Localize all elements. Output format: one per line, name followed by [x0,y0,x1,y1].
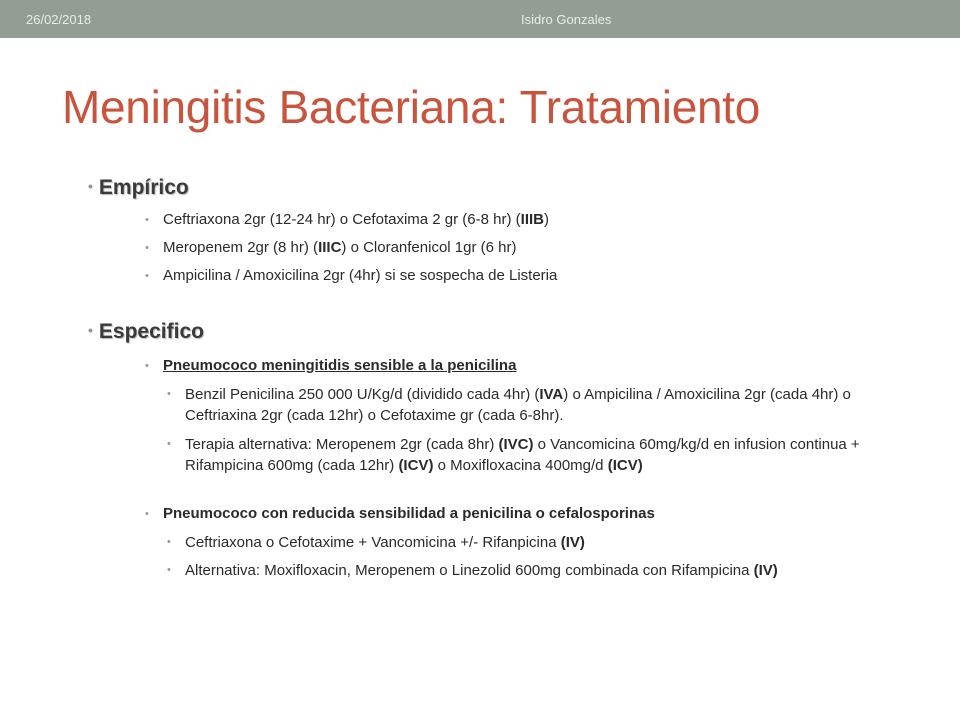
bullet-icon: • [167,438,171,450]
slide-title: Meningitis Bacteriana: Tratamiento [62,81,761,133]
list-item: • Alternativa: Moxifloxacin, Meropenem o Linezolid 600mg combinada con Rifampicina (IV) [167,562,778,579]
list-item: • Ceftriaxona o Cefotaxime + Vancomicina +/- Rifanpicina (IV) [167,534,585,551]
list-item: • Ampicilina / Amoxicilina 2gr (4hr) si se sospecha de Listeria [145,265,923,287]
subsection-heading: • Pneumococo con reducida sensibilidad a penicilina o cefalosporinas [145,503,923,525]
bullet-icon: • [88,322,93,338]
list-item: • Terapia alternativa: Meropenem 2gr (cada 8hr) (IVC) o Vancomicina 60mg/kg/d en infusion continua + Rifampicina 600mg (cada 12hr) (ICV) o Moxifloxacina 400mg/d (ICV) [167,436,860,474]
bullet-icon: • [167,536,171,548]
bullet-icon: • [145,360,149,372]
header-author: Isidro Gonzales [521,12,612,27]
section-heading-especifico: • Especifico [88,320,204,343]
header-date: 26/02/2018 [26,12,92,27]
bullet-icon: • [145,242,149,254]
bullet-icon: • [145,270,149,282]
bullet-icon: • [167,388,171,400]
bullet-icon: • [145,214,149,226]
list-item: • Benzil Penicilina 250 000 U/Kg/d (dividido cada 4hr) (IVA) o Ampicilina / Amoxicilina 2gr (cada 4hr) o Ceftriaxina 2gr (cada 12hr) o Cefotaxime gr (cada 6-8hr). [167,386,851,424]
subsection-heading: • Pneumococo meningitidis sensible a la penicilina [145,355,923,377]
bullet-icon: • [145,508,149,520]
list-item: • Ceftriaxona 2gr (12-24 hr) o Cefotaxima 2 gr (6-8 hr) (IIIB) [145,209,923,231]
bullet-icon: • [88,178,93,194]
bullet-icon: • [167,564,171,576]
section-heading-empirico: • Empírico [88,176,189,199]
list-item: • Meropenem 2gr (8 hr) (IIIC) o Cloranfenicol 1gr (6 hr) [145,237,923,259]
